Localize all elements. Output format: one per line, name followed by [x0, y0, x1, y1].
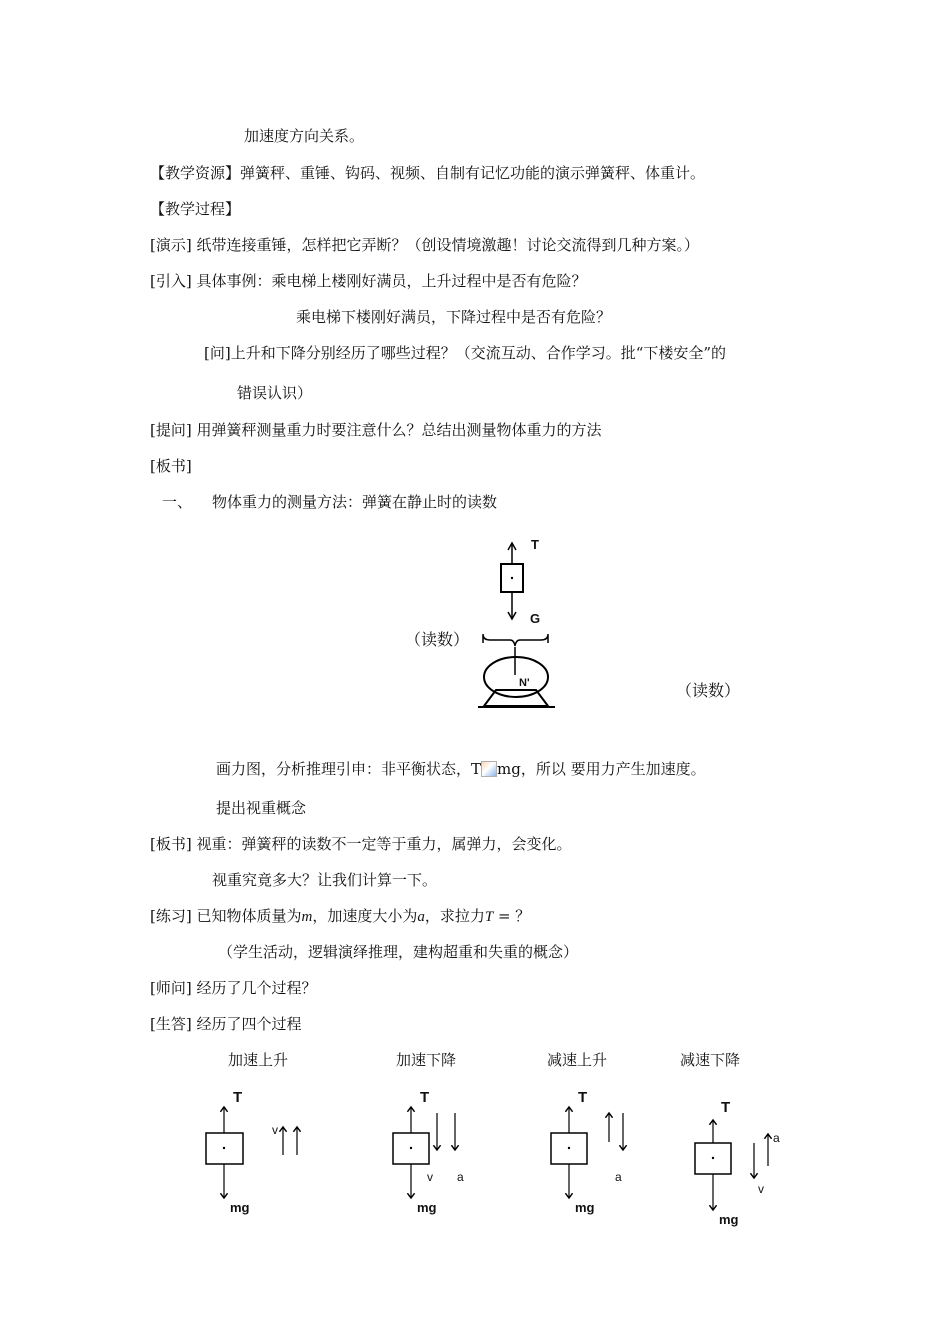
ask-line: [提问] 用弹簧秤测量重力时要注意什么？总结出测量物体重力的方法: [150, 421, 602, 439]
process-title-1: 加速上升: [228, 1051, 289, 1069]
question-line: [问]上升和下降分别经历了哪些过程？（交流互动、合作学习。批“下楼安全”的: [204, 344, 727, 362]
p4-label-mg: mg: [719, 1212, 739, 1227]
force-diagram-text-b: mg，所以 要用力产生加速度。: [497, 760, 706, 778]
exercise-text-a: [练习] 已知物体质量为: [150, 907, 302, 925]
p1-label-mg: mg: [230, 1200, 250, 1215]
process-title-2: 加速下降: [396, 1051, 457, 1069]
p4-label-v: v: [758, 1182, 764, 1196]
process-title-3: 减速上升: [547, 1051, 608, 1069]
board-apparent-weight: [板书] 视重：弹簧秤的读数不一定等于重力，属弹力，会变化。: [150, 835, 572, 853]
p4-label-T: T: [721, 1099, 731, 1116]
p1-label-v: v: [272, 1123, 278, 1137]
intro-line-2: 乘电梯下楼刚好满员，下降过程中是否有危险？: [296, 308, 612, 326]
p3-label-T: T: [578, 1089, 588, 1106]
label-N: N': [519, 677, 530, 689]
p2-label-v: v: [427, 1170, 433, 1184]
force-diagram-text-a: 画力图，分析推理引申：非平衡状态，T: [216, 760, 482, 778]
text-line-1: 加速度方向关系。: [244, 127, 365, 145]
teacher-question: [师问] 经历了几个过程？: [150, 979, 317, 997]
student-answer: [生答] 经历了四个过程: [150, 1015, 302, 1033]
p1-label-T: T: [233, 1089, 243, 1106]
process-diagram-2: [393, 1107, 455, 1198]
teaching-resources: 【教学资源】弹簧秤、重锤、钩码、视频、自制有记忆功能的演示弹簧秤、体重计。: [150, 164, 706, 182]
p2-label-mg: mg: [417, 1200, 437, 1215]
p3-label-mg: mg: [575, 1200, 595, 1215]
var-T: T: [484, 909, 494, 925]
var-m: m: [301, 909, 313, 925]
process-title-4: 减速下降: [680, 1051, 741, 1069]
label-G: G: [530, 611, 541, 626]
p2-label-T: T: [420, 1089, 430, 1106]
process-diagram-1: [206, 1107, 297, 1198]
label-T: T: [531, 537, 539, 552]
reading-left: （读数）: [405, 630, 470, 649]
var-a: a: [417, 909, 425, 925]
p4-label-a: a: [773, 1131, 780, 1145]
demo-line: [演示] 纸带连接重锤，怎样把它弄断？（创设情境激趣！讨论交流得到几种方案。）: [150, 236, 699, 254]
exercise-text-c: ，求拉力: [424, 907, 485, 925]
section-title: 物体重力的测量方法：弹簧在静止时的读数: [212, 493, 498, 511]
student-activity: （学生活动，逻辑演绎推理，建构超重和失重的概念）: [218, 943, 579, 961]
calc-line: 视重究竟多大？让我们计算一下。: [212, 871, 438, 889]
process-diagram-4: [695, 1120, 768, 1210]
intro-line: [引入] 具体事例：乘电梯上楼刚好满员，上升过程中是否有危险？: [150, 272, 587, 290]
exercise-text-d: = ？: [493, 907, 531, 925]
apparent-weight-intro: 提出视重概念: [216, 799, 307, 817]
p2-label-a: a: [457, 1170, 464, 1184]
board-label: [板书]: [150, 457, 192, 475]
p3-label-a: a: [615, 1170, 622, 1184]
teaching-process-heading: 【教学过程】: [150, 200, 241, 218]
question-line-cont: 错误认识）: [237, 384, 313, 402]
exercise-text-b: ，加速度大小为: [312, 907, 418, 925]
section-number: 一、: [162, 493, 193, 511]
reading-right: （读数）: [676, 681, 741, 700]
process-diagram-3: [551, 1107, 623, 1198]
